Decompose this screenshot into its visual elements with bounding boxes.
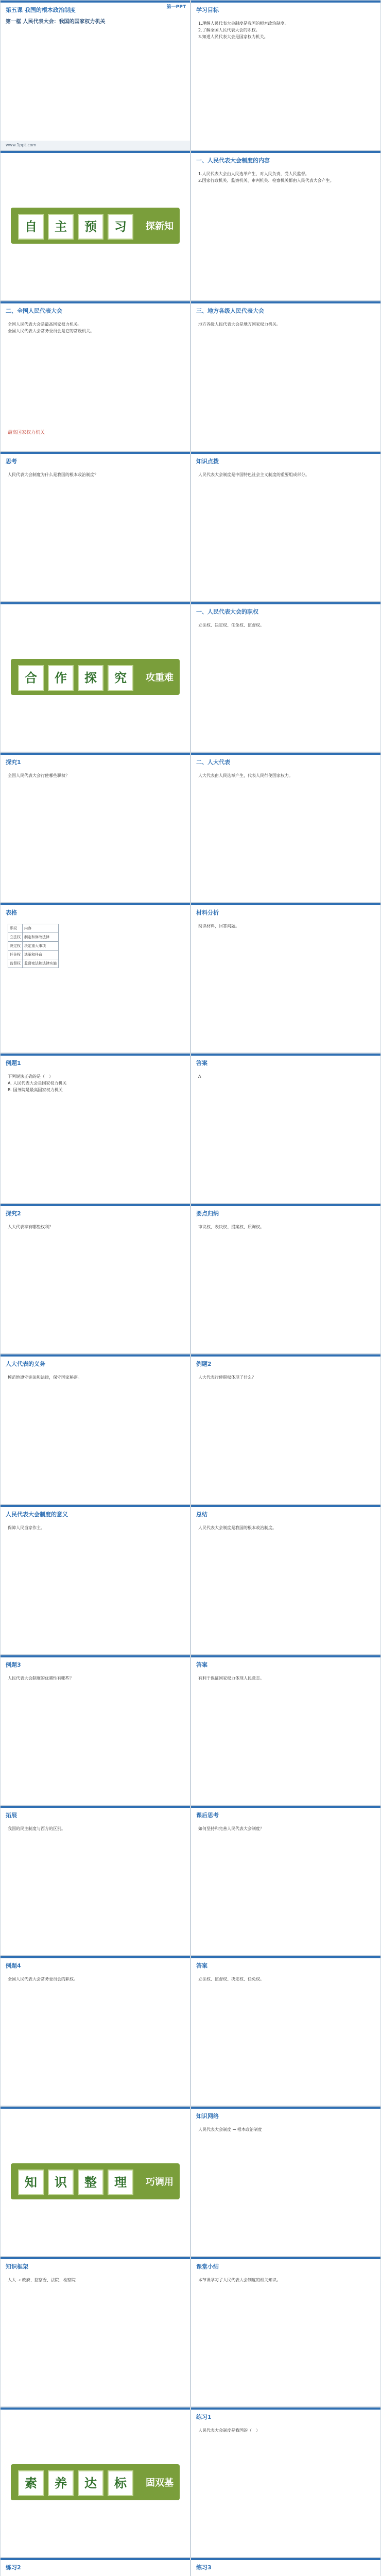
slide-14: [190, 903, 381, 1053]
slide-accent-bar: [1, 903, 190, 905]
slide-2: [190, 0, 381, 150]
section-banner: [11, 659, 180, 695]
highlight-text: 最高国家权力机关: [8, 430, 45, 435]
slide-title: 知识框架: [6, 2263, 28, 2270]
slide-accent-bar: [191, 2107, 380, 2109]
slide-title: 思考: [6, 458, 17, 465]
slide-body: A: [198, 1074, 201, 1079]
slide-title: 答案: [196, 1060, 207, 1066]
banner-char: 素: [18, 2470, 44, 2496]
slide-accent-bar: [191, 1806, 380, 1808]
slide-title: 探究2: [6, 1210, 21, 1217]
slide-title: 课堂小结: [196, 2263, 219, 2270]
slide-title: 要点归纳: [196, 1210, 219, 1217]
slide-4: [190, 150, 381, 301]
slide-body: 下列说法正确的是（ ） A. 人民代表大会是国家权力机关 B. 国务院是最高国家权力机关: [8, 1074, 67, 1092]
table-cell: 决定权: [8, 942, 23, 951]
slide-8: [190, 451, 381, 602]
info-table: [8, 924, 59, 968]
slide-body: 人民代表大会制度为什么是我国的根本政治制度？: [8, 472, 98, 477]
slide-title: 答案: [196, 1962, 207, 1969]
slide-21: [0, 1504, 190, 1655]
slide-accent-bar: [1, 452, 190, 454]
slide-title: 总结: [196, 1511, 207, 1518]
table-cell: 内容: [23, 924, 59, 933]
table-cell: 监督权: [8, 959, 23, 968]
slide-accent-bar: [1, 753, 190, 755]
slide-27: [0, 1956, 190, 2106]
slide-accent-bar: [1, 2558, 190, 2560]
banner-char: 自: [18, 214, 44, 240]
slide-body: 如何坚持和完善人民代表大会制度？: [198, 1826, 264, 1831]
slide-title: 知识点拨: [196, 458, 219, 465]
slide-body: 全国人民代表大会行使哪些职权？: [8, 773, 70, 778]
slide-subtitle: 第一框 人民代表大会：我国的国家权力机关: [6, 19, 106, 25]
slide-accent-bar: [1, 1655, 190, 1657]
slide-title: 三、地方各级人民代表大会: [196, 308, 264, 314]
slide-body: 人大 → 政府、监察委、法院、检察院: [8, 2278, 76, 2282]
slide-accent-bar: [191, 301, 380, 303]
banner-char: 理: [108, 2170, 133, 2195]
banner-char: 合: [18, 665, 44, 691]
slide-body: 人大代表享有哪些权利？: [8, 1225, 53, 1229]
slide-22: [190, 1504, 381, 1655]
slide-body: 阅读材料，回答问题。: [198, 924, 239, 928]
slide-accent-bar: [191, 903, 380, 905]
slide-body: 人民代表大会制度的优越性有哪些？: [8, 1676, 74, 1681]
banner-char: 预: [78, 214, 103, 240]
slide-title: 拓展: [6, 1812, 17, 1819]
slide-body: 人大代表行使职权体现了什么？: [198, 1375, 256, 1380]
slide-3: [0, 150, 190, 301]
slide-accent-bar: [191, 753, 380, 755]
slide-accent-bar: [1, 602, 190, 604]
table-row: [8, 959, 59, 968]
slide-accent-bar: [191, 602, 380, 604]
slide-body: 模范地遵守宪法和法律，保守国家秘密。: [8, 1375, 82, 1380]
slide-15: [0, 1053, 190, 1204]
slide-title: 知识网络: [196, 2113, 219, 2120]
slide-30: [190, 2106, 381, 2257]
banner-char: 知: [18, 2170, 44, 2195]
slide-accent-bar: [191, 2408, 380, 2410]
banner-char: 作: [48, 665, 74, 691]
slide-accent-bar: [1, 2408, 190, 2410]
slide-24: [190, 1655, 381, 1805]
slide-body: 保障人民当家作主。: [8, 1526, 45, 1530]
slide-body: 地方各级人民代表大会是地方国家权力机关。: [198, 322, 281, 327]
slide-16: [190, 1053, 381, 1204]
slide-title: 例题4: [6, 1962, 21, 1969]
slide-29: [0, 2106, 190, 2257]
slide-32: [190, 2257, 381, 2407]
slide-10: [190, 602, 381, 752]
slide-accent-bar: [1, 151, 190, 153]
slide-accent-bar: [1, 2257, 190, 2259]
table-row: [8, 942, 59, 951]
slide-7: [0, 451, 190, 602]
slide-title: 人民代表大会制度的意义: [6, 1511, 68, 1518]
slide-body: 本节课学习了人民代表大会制度的相关知识。: [198, 2278, 281, 2282]
slide-body: 1.人民代表大会由人民选举产生，对人民负责，受人民监督。 2.国家行政机关、监察机关、审判机关、检察机关都由人民代表大会产生。: [198, 172, 334, 183]
table-cell: 决定重大事项: [23, 942, 59, 951]
slide-accent-bar: [191, 1054, 380, 1056]
slide-title: 答案: [196, 1662, 207, 1668]
slide-31: [0, 2257, 190, 2407]
slide-body: 人大代表由人民选举产生，代表人民行使国家权力。: [198, 773, 293, 778]
slide-33: [0, 2407, 190, 2557]
slide-accent-bar: [1, 2107, 190, 2109]
slide-accent-bar: [1, 1, 190, 3]
slide-title: 二、全国人民代表大会: [6, 308, 62, 314]
table-cell: 选举和任命: [23, 951, 59, 959]
slide-6: [190, 301, 381, 451]
banner-char: 整: [78, 2170, 103, 2195]
slide-body: 1.理解人民代表大会制度是我国的根本政治制度。 2.了解全国人民代表大会的职权。 3.知道人民代表大会是国家权力机关。: [198, 21, 289, 39]
slide-body: 有利于保证国家权力体现人民意志。: [198, 1676, 264, 1681]
slide-accent-bar: [191, 452, 380, 454]
slide-body: 人民代表大会制度是我国的根本政治制度。: [198, 1526, 276, 1530]
slide-accent-bar: [191, 1505, 380, 1507]
banner-char: 识: [48, 2170, 74, 2195]
table-cell: 任免权: [8, 951, 23, 959]
slide-title: 一、人民代表大会制度的内容: [196, 157, 270, 164]
banner-tag: 固双基: [146, 2478, 174, 2488]
slide-body: 人民代表大会制度是我国的（ ）: [198, 2428, 260, 2433]
slide-9: [0, 602, 190, 752]
slide-title: 人大代表的义务: [6, 1361, 45, 1367]
table-row: [8, 924, 59, 933]
table-cell: 监督宪法和法律实施: [23, 959, 59, 968]
slide-accent-bar: [1, 1204, 190, 1206]
slide-accent-bar: [191, 1, 380, 3]
banner-char: 主: [48, 214, 74, 240]
slide-title: 第五课 我国的根本政治制度: [6, 7, 76, 13]
slide-accent-bar: [1, 1806, 190, 1808]
slide-body: 我国的民主制度与西方的区别。: [8, 1826, 65, 1831]
table-cell: 制定和修改法律: [23, 933, 59, 942]
slide-accent-bar: [1, 1505, 190, 1507]
table-row: [8, 951, 59, 959]
slide-title: 探究1: [6, 759, 21, 766]
slide-title: 练习3: [196, 2564, 212, 2571]
slide-body: 全国人民代表大会是最高国家权力机关。 全国人民代表大会常务委员会是它的常设机关。: [8, 322, 94, 333]
slide-title: 二、人大代表: [196, 759, 230, 766]
slide-accent-bar: [191, 1354, 380, 1357]
slide-20: [190, 1354, 381, 1504]
slide-35: [0, 2557, 190, 2576]
slide-title: 例题1: [6, 1060, 21, 1066]
section-banner: [11, 208, 180, 244]
table-cell: 职权: [8, 924, 23, 933]
banner-tag: 探新知: [146, 221, 174, 232]
slide-title: 例题3: [6, 1662, 21, 1668]
slide-accent-bar: [191, 2257, 380, 2259]
slide-23: [0, 1655, 190, 1805]
banner-tag: 巧调用: [146, 2177, 174, 2188]
slide-accent-bar: [1, 1054, 190, 1056]
section-banner: [11, 2163, 180, 2199]
slide-accent-bar: [191, 2558, 380, 2560]
slide-28: [190, 1956, 381, 2106]
banner-char: 养: [48, 2470, 74, 2496]
banner-tag: 攻重难: [146, 672, 174, 683]
ppt-logo: 第一PPT: [166, 5, 186, 10]
slide-19: [0, 1354, 190, 1504]
slide-accent-bar: [191, 1655, 380, 1657]
slide-body: 全国人民代表大会常务委员会的职权。: [8, 1977, 78, 1981]
slide-13: [0, 903, 190, 1053]
slide-footer: www.1ppt.com: [1, 141, 190, 150]
slide-title: 课后思考: [196, 1812, 219, 1819]
slide-body: 审议权、表决权、提案权、质询权。: [198, 1225, 264, 1229]
slide-26: [190, 1805, 381, 1956]
slide-body: 立法权、决定权、任免权、监督权。: [198, 623, 264, 628]
slide-title: 学习目标: [196, 7, 219, 13]
table-cell: 立法权: [8, 933, 23, 942]
slide-34: [190, 2407, 381, 2557]
slide-title: 例题2: [196, 1361, 212, 1367]
slide-body: 人民代表大会制度 → 根本政治制度: [198, 2127, 262, 2132]
section-banner: [11, 2464, 180, 2500]
slide-1: [0, 0, 190, 150]
slide-25: [0, 1805, 190, 1956]
slide-17: [0, 1204, 190, 1354]
slide-title: 材料分析: [196, 909, 219, 916]
banner-char: 究: [108, 665, 133, 691]
slide-accent-bar: [191, 1956, 380, 1958]
banner-char: 习: [108, 214, 133, 240]
slide-body: 立法权、监督权、决定权、任免权。: [198, 1977, 264, 1981]
slide-36: [190, 2557, 381, 2576]
slide-title: 表格: [6, 909, 17, 916]
slide-18: [190, 1204, 381, 1354]
slide-5: [0, 301, 190, 451]
slide-accent-bar: [191, 151, 380, 153]
slide-accent-bar: [1, 1956, 190, 1958]
slide-body: 人民代表大会制度是中国特色社会主义制度的重要组成部分。: [198, 472, 309, 477]
slide-title: 一、人民代表大会的职权: [196, 608, 258, 615]
slide-12: [190, 752, 381, 903]
table-row: [8, 933, 59, 942]
slide-accent-bar: [1, 301, 190, 303]
banner-char: 达: [78, 2470, 103, 2496]
slide-title: 练习2: [6, 2564, 21, 2571]
banner-char: 标: [108, 2470, 133, 2496]
slide-accent-bar: [191, 1204, 380, 1206]
slide-11: [0, 752, 190, 903]
banner-char: 探: [78, 665, 103, 691]
slide-accent-bar: [1, 1354, 190, 1357]
slide-title: 练习1: [196, 2414, 212, 2420]
